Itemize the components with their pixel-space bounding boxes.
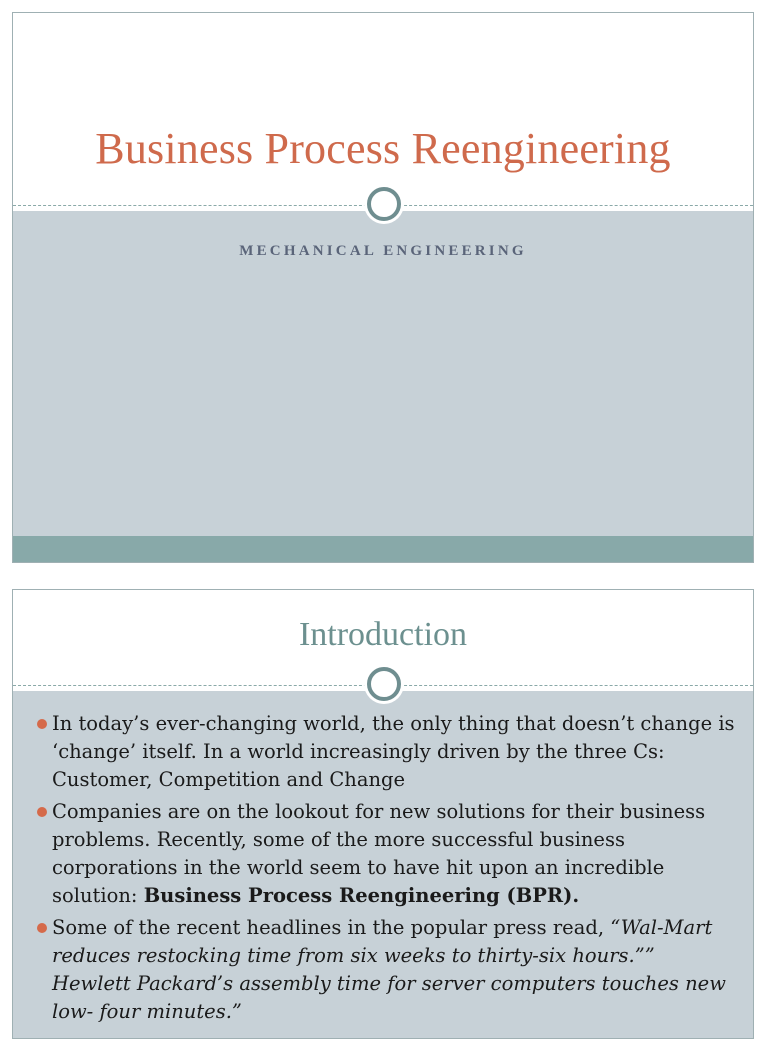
bullet-item <box>37 710 737 794</box>
slide-title: Business Process Reengineering <box>95 124 671 173</box>
bottom-bar <box>13 536 753 563</box>
title-area <box>13 13 753 206</box>
bullet-text: In today’s ever-changing world, the only thing that doesn’t change is ‘change’ itself. In a world increasingly driven by the three Cs: Customer, Competition and Change <box>52 712 735 791</box>
circle-ornament-icon <box>367 187 401 221</box>
introduction-slide <box>12 589 754 1039</box>
title-slide <box>12 12 754 563</box>
bullet-item <box>37 914 737 1026</box>
circle-ornament-icon <box>367 667 401 701</box>
bullet-text: Some of the recent headlines in the popular press read, <box>52 916 611 939</box>
slide-title: Introduction <box>298 616 468 653</box>
bullet-bold-text: Business Process Reengineering (BPR). <box>143 884 580 907</box>
bullet-item <box>37 798 737 910</box>
bullet-dot-icon <box>37 807 47 817</box>
bullet-dot-icon <box>37 719 47 729</box>
bullet-dot-icon <box>37 923 47 933</box>
slide-subtitle: MECHANICAL ENGINEERING <box>239 243 527 259</box>
bullet-italic-text: “Wal-Mart reduces restocking time from six weeks to thirty-six hours.”” Hewlett Packard’s assembly time for server computers touches new low- four minutes.” <box>52 916 726 1023</box>
bullet-text: Companies are on the lookout for new solutions for their business problems. Recently, some of the more successful business corporations in the world seem to have hit upon an incredible solution: <box>52 800 706 907</box>
bullet-list <box>37 710 737 1030</box>
